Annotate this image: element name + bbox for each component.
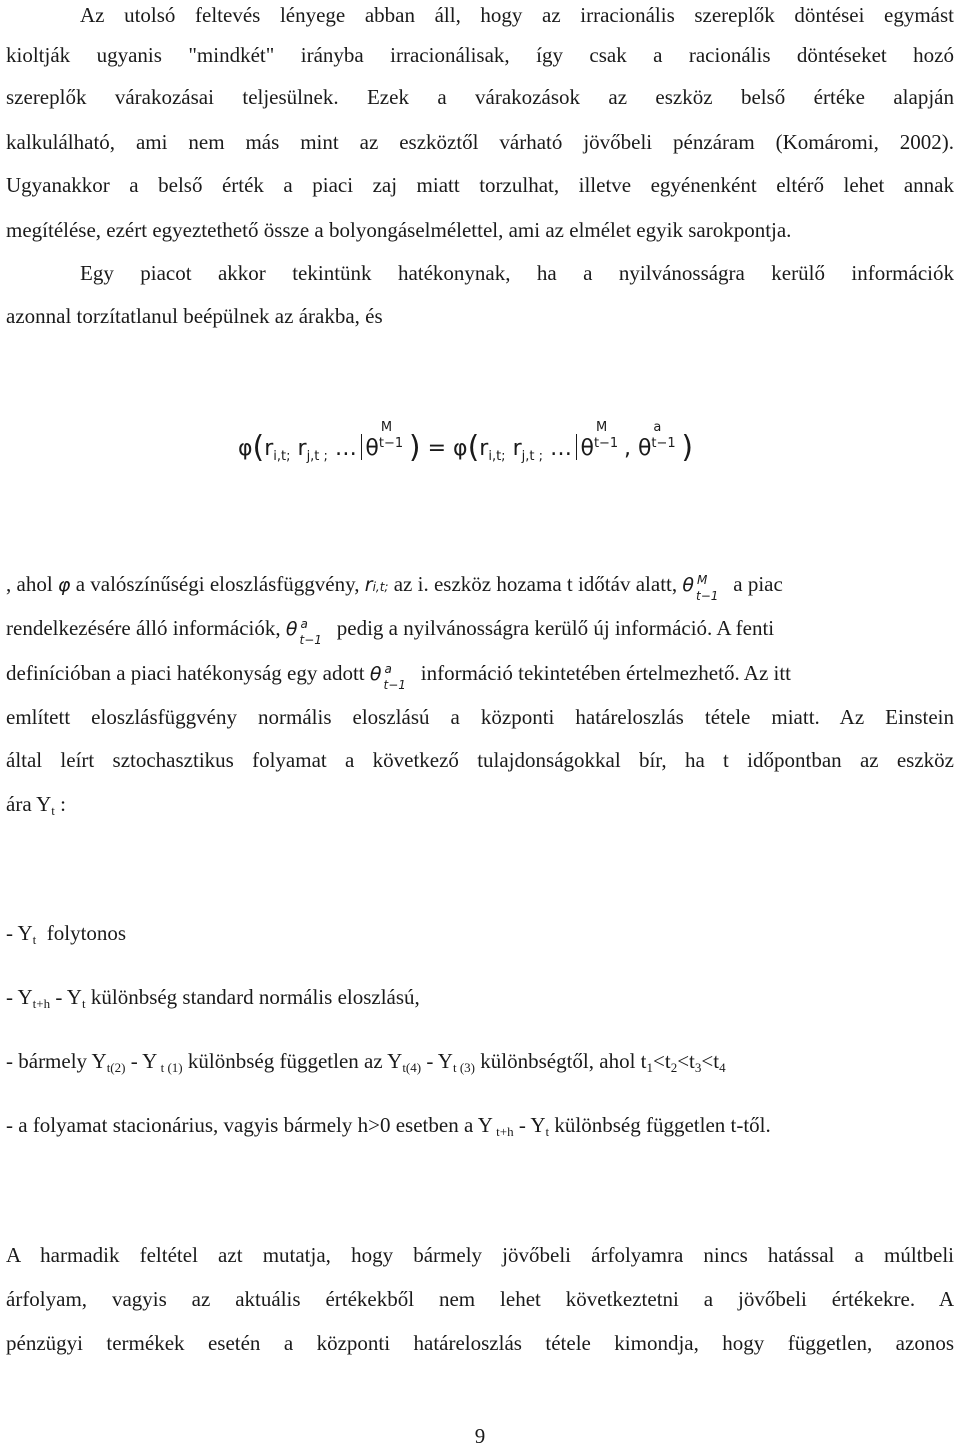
paragraph-3-line-6 bbox=[6, 789, 954, 819]
text-fragment: rendelkezésére álló információk, bbox=[6, 616, 281, 640]
text-fragment: - Y bbox=[513, 1113, 546, 1137]
math-sup: a bbox=[300, 617, 308, 631]
text-fragment: információ tekintetében értelmezhető. Az itt bbox=[420, 661, 792, 685]
text-fragment: - bármely Y bbox=[6, 1049, 107, 1073]
math-sub: t−1 bbox=[696, 589, 719, 603]
math-sup: M bbox=[697, 573, 708, 587]
paragraph-3-line-4: említett eloszlásfüggvény normális eloszlású a központi határeloszlás tétele miatt. Az Einstein bbox=[6, 705, 954, 729]
subscript: t+h bbox=[492, 1124, 514, 1139]
subscript: 2 bbox=[670, 1060, 678, 1075]
formula-equals: = bbox=[427, 436, 447, 461]
text-fragment: - Y bbox=[421, 1049, 453, 1073]
efficient-market-formula: $\varphi(r_{i,t;}$ $r_{j,t ;}$ … θ M t−1 ) = $\varphi(r_{i,t;}$ $r_{j,t ;}$ … θ M t−1 , θ a t−1 ) bbox=[238, 420, 694, 465]
text-fragment: a piac bbox=[733, 572, 783, 596]
text-fragment: - a folyamat stacionárius, vagyis bármely h>0 esetben a Y bbox=[6, 1113, 493, 1137]
formula-sub: i,t; bbox=[488, 449, 506, 464]
page-number: 9 bbox=[474, 1424, 486, 1448]
subscript: t (1) bbox=[157, 1060, 183, 1075]
paragraph-1-line-6: megítélése, ezért egyeztethető össze a bolyongáselmélettel, ami az elmélet egyik sarokpontja. bbox=[6, 218, 792, 242]
subscript: t+h bbox=[32, 996, 51, 1011]
formula-r: r bbox=[264, 436, 274, 461]
paragraph-4-line-3: pénzügyi termékek esetén a központi határeloszlás tétele kimondja, hogy független, azonos bbox=[6, 1331, 954, 1355]
text-fragment: különbség független az Y bbox=[182, 1049, 403, 1073]
paragraph-4-line-1: A harmadik feltétel azt mutatja, hogy bármely jövőbeli árfolyamra nincs hatással a múltbeli bbox=[6, 1243, 954, 1267]
list-item-3 bbox=[6, 1046, 954, 1076]
formula-r: r bbox=[479, 436, 489, 461]
subscript: t bbox=[545, 1124, 550, 1139]
text-fragment: folytonos bbox=[46, 921, 127, 945]
subscript: t bbox=[81, 996, 86, 1011]
math-sub: i,t; bbox=[372, 580, 389, 594]
formula-phi: φ bbox=[238, 436, 253, 461]
math-sub: t−1 bbox=[299, 633, 322, 647]
list-item-4 bbox=[6, 1110, 954, 1140]
formula-theta: θ bbox=[637, 436, 652, 461]
paragraph-3-line-2 bbox=[6, 613, 954, 647]
text-fragment: <t bbox=[677, 1049, 695, 1073]
formula-theta: θ bbox=[580, 436, 594, 461]
paragraph-3-line-1 bbox=[6, 569, 954, 602]
formula-phi: φ bbox=[453, 436, 468, 461]
math-sup: a bbox=[384, 662, 392, 676]
subscript: t(2) bbox=[106, 1060, 126, 1075]
text-fragment: pedig a nyilvánosságra kerülő új információ. A fenti bbox=[336, 616, 775, 640]
subscript: t bbox=[32, 932, 37, 947]
paragraph-1-line-5: Ugyanakkor a belső érték a piaci zaj miatt torzulhat, illetve egyénenként eltérő lehet annak bbox=[6, 173, 954, 197]
subscript: t(4) bbox=[402, 1060, 422, 1075]
text-fragment: a valószínűségi eloszlásfüggvény, bbox=[75, 572, 360, 596]
paragraph-2-line-1: Egy piacot akkor tekintünk hatékonynak, ha a nyilvánosságra kerülő információk bbox=[80, 261, 954, 285]
formula-sub: i,t; bbox=[273, 449, 291, 464]
text-fragment: különbségtől, ahol t bbox=[475, 1049, 647, 1073]
paragraph-1-line-1: Az utolsó feltevés lényege abban áll, hogy az irracionális szereplők döntései egymást bbox=[80, 3, 954, 27]
text-fragment: definícióban a piaci hatékonyság egy adott bbox=[6, 661, 365, 685]
text-fragment: különbség független t-től. bbox=[549, 1113, 771, 1137]
paragraph-3-line-5: által leírt sztochasztikus folyamat a következő tulajdonságokkal bír, ha t időpontban az eszköz bbox=[6, 748, 954, 772]
math-sub: t−1 bbox=[383, 678, 406, 692]
paragraph-4-line-2: árfolyam, vagyis az aktuális értékekből nem lehet következtetni a jövőbeli értékekre. A bbox=[6, 1287, 954, 1311]
formula-dots: … bbox=[549, 436, 572, 461]
subscript: t bbox=[51, 803, 55, 818]
subscript: 1 bbox=[646, 1060, 654, 1075]
math-theta: θ bbox=[369, 663, 382, 685]
formula-sup: a bbox=[653, 420, 662, 435]
formula-theta: θ bbox=[365, 436, 379, 461]
formula-bar bbox=[361, 434, 363, 460]
formula-sub: j,t ; bbox=[306, 449, 328, 464]
text-fragment: ára Y bbox=[6, 792, 52, 816]
text-fragment: - Y bbox=[6, 985, 33, 1009]
paragraph-1-line-2: kioltják ugyanis "mindkét" irányba irracionálisak, így csak a racionális döntéseket hozó bbox=[6, 43, 954, 67]
formula-dots: … bbox=[334, 436, 357, 461]
paragraph-1-line-4: kalkulálható, ami nem más mint az eszköztől várható jövőbeli pénzáram (Komáromi, 2002). bbox=[6, 130, 954, 154]
paragraph-2-line-2: azonnal torzítatlanul beépülnek az árakba, és bbox=[6, 304, 383, 328]
math-r: r bbox=[364, 574, 373, 596]
formula-sub: t−1 bbox=[593, 436, 619, 451]
formula-bar bbox=[576, 434, 578, 460]
subscript: 3 bbox=[694, 1060, 702, 1075]
formula-r: r bbox=[297, 436, 307, 461]
text-fragment: különbség standard normális eloszlású, bbox=[85, 985, 420, 1009]
formula-sup: M bbox=[380, 420, 393, 435]
text-fragment: : bbox=[54, 792, 66, 816]
formula-sup: M bbox=[595, 420, 608, 435]
formula-sub: j,t ; bbox=[521, 449, 543, 464]
math-theta: θ bbox=[682, 574, 694, 596]
subscript: t (3) bbox=[452, 1060, 476, 1075]
list-item-1 bbox=[6, 918, 954, 948]
text-fragment: <t bbox=[653, 1049, 671, 1073]
math-phi: φ bbox=[57, 574, 71, 596]
paragraph-1-line-3: szereplők várakozásai teljesülnek. Ezek a várakozások az eszköz belső értéke alapján bbox=[6, 85, 954, 109]
formula-comma: , bbox=[623, 436, 631, 461]
text-fragment: - Y bbox=[6, 921, 33, 945]
subscript: 4 bbox=[719, 1060, 726, 1075]
text-fragment: <t bbox=[701, 1049, 720, 1073]
text-fragment: - Y bbox=[125, 1049, 158, 1073]
list-item-2 bbox=[6, 982, 954, 1012]
text-fragment: , ahol bbox=[6, 572, 53, 596]
formula-sub: t−1 bbox=[651, 436, 676, 451]
formula-sub: t−1 bbox=[378, 436, 404, 451]
text-fragment: az i. eszköz hozama t időtáv alatt, bbox=[393, 572, 678, 596]
math-theta: θ bbox=[285, 618, 298, 640]
paragraph-3-line-3 bbox=[6, 658, 954, 692]
formula-r: r bbox=[512, 436, 522, 461]
text-fragment: - Y bbox=[50, 985, 82, 1009]
